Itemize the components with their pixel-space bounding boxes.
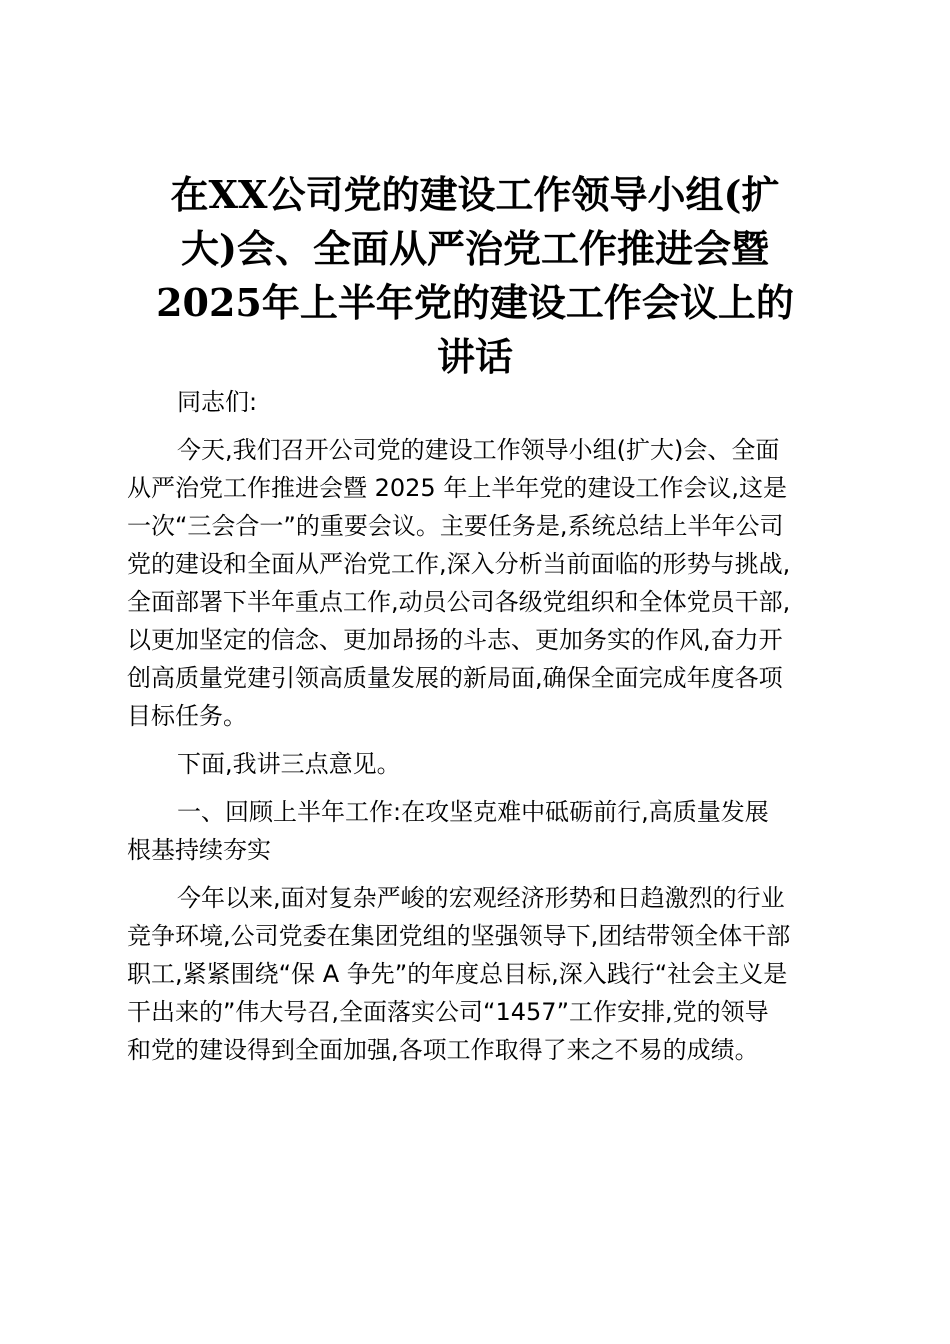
document-body <box>127 383 827 1079</box>
salutation: 同志们: <box>177 388 258 416</box>
text-line: 从严治党工作推进会暨 2025 年上半年党的建设工作会议,这是 <box>127 474 787 502</box>
salutation-paragraph <box>127 383 827 421</box>
title-line: 讲话 <box>436 334 513 379</box>
title-line: 大)会、全面从严治党工作推进会暨 <box>181 226 769 271</box>
transition-text: 下面,我讲三点意见。 <box>177 750 401 778</box>
text-line: 职工,紧紧围绕“保 A 争先”的年度总目标,深入践行“社会主义是 <box>127 960 788 988</box>
text-line: 竞争环境,公司党委在集团党组的坚强领导下,团结带领全体干部 <box>127 922 791 950</box>
text-line: 和党的建设得到全面加强,各项工作取得了来之不易的成绩。 <box>127 1036 759 1064</box>
intro-paragraph <box>127 431 827 735</box>
section-heading <box>127 793 827 869</box>
text-line: 一次“三会合一”的重要会议。主要任务是,系统总结上半年公司 <box>127 512 784 540</box>
text-line: 今天,我们召开公司党的建设工作领导小组(扩大)会、全面 <box>177 436 780 464</box>
text-line: 今年以来,面对复杂严峻的宏观经济形势和日趋激烈的行业 <box>177 884 785 912</box>
title-line: 2025年上半年党的建设工作会议上的 <box>156 280 794 325</box>
title-line: 在XX公司党的建设工作领导小组(扩 <box>170 172 780 217</box>
section-paragraph <box>127 879 827 1069</box>
text-line: 创高质量党建引领高质量发展的新局面,确保全面完成年度各项 <box>127 664 783 692</box>
transition-paragraph <box>127 745 827 783</box>
section-heading-line: 一、回顾上半年工作:在攻坚克难中砥砺前行,高质量发展 <box>177 798 769 826</box>
text-line: 党的建设和全面从严治党工作,深入分析当前面临的形势与挑战, <box>127 550 791 578</box>
text-line: 目标任务。 <box>127 702 247 730</box>
text-line: 干出来的”伟大号召,全面落实公司“1457”工作安排,党的领导 <box>127 998 769 1026</box>
text-line: 以更加坚定的信念、更加昂扬的斗志、更加务实的作风,奋力开 <box>127 626 783 654</box>
document-title <box>120 168 830 384</box>
text-line: 全面部署下半年重点工作,动员公司各级党组织和全体党员干部, <box>127 588 791 616</box>
section-heading-line: 根基持续夯实 <box>127 836 271 864</box>
